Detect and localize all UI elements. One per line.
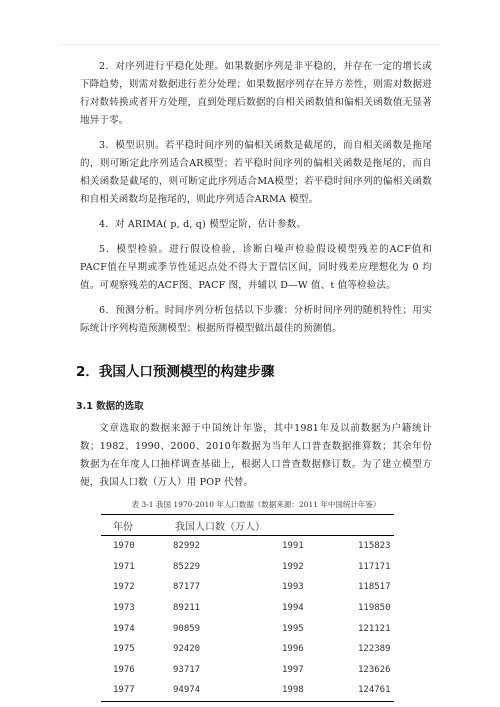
- year-cell: 1995: [282, 623, 304, 634]
- header-population-2: [342, 515, 394, 536]
- year-cell: 1974: [113, 623, 135, 634]
- header-year: 年份: [101, 515, 163, 536]
- table-row: [101, 536, 394, 557]
- year-cell: 1973: [113, 603, 135, 614]
- header-year-2: [268, 515, 342, 536]
- table-header-row: [101, 515, 394, 536]
- step-3-paragraph: 3．模型识别。若平稳时间序列的偏相关函数是截尾的，而自相关函数是拖尾的，则可断定此序列适合AR模型；若平稳时间序列的偏相关函数是拖尾的，而自相关函数是截尾的，则可断定此序列适合MA模型；若平稳时间序列的偏相关函数和自相关函数均是拖尾的，则此序列适合ARMA 模型。: [80, 140, 432, 205]
- table-row: [101, 598, 394, 619]
- step-5-paragraph: 5．模型检验。进行假设检验，诊断白噪声检验假设模型残差的ACF值和PACF值在早期或季节性延迟点处不得大于置信区间，同时残差应理想化为 0 均值。可观察残差的ACF图、PACF 图，并辅以 D—W 值、t 值等检验法。: [80, 244, 432, 291]
- header-rule: [60, 44, 440, 45]
- year-cell: 1996: [282, 644, 304, 655]
- table-row: [101, 680, 394, 701]
- step-6-paragraph: 6．预测分析。时间序列分析包括以下步骤：分析时间序列的随机特性；用实际统计序列构造预测模型；根据所得模型做出最佳的预测值。: [80, 305, 432, 334]
- year-cell: 1994: [282, 603, 304, 614]
- population-cell: 92420: [173, 644, 201, 655]
- step-2-paragraph: 2．对序列进行平稳化处理。如果数据序列是非平稳的，并存在一定的增长或下降趋势，则需对数据进行差分处理；如果数据序列存在异方差性，则需对数据进行对数转换或者开方处理，直到处理后数据的自相关函数值和偏相关函数值无显著地异于零。: [80, 61, 432, 126]
- year-cell: 1997: [282, 664, 304, 675]
- population-cell: 124761: [358, 685, 391, 696]
- year-cell: 1971: [113, 561, 135, 572]
- subsection-heading: 3.1 数据的选取: [76, 401, 144, 412]
- data-source-paragraph: 文章选取的数据来源于中国统计年鉴，其中1981年及以前数据为户籍统计数；1982、1990、2000、2010年数据为当年人口普查数据推算数；其余年份数据为在年度人口抽样调查基础上，根据人口普查数据修订数。为了建立模型方便，我国人口数（万人）用 POP 代替。: [80, 423, 432, 488]
- year-cell: 1991: [282, 541, 304, 552]
- year-cell: 1970: [113, 541, 135, 552]
- population-cell: 85229: [173, 561, 201, 572]
- population-cell: 122389: [358, 644, 391, 655]
- year-cell: 1992: [282, 561, 304, 572]
- page-content: [76, 58, 432, 702]
- section-heading: 2．我国人口预测模型的构建步骤: [76, 364, 275, 380]
- population-cell: 123626: [358, 664, 391, 675]
- population-cell: 121121: [358, 623, 391, 634]
- year-cell: 1977: [113, 685, 135, 696]
- table-row: [101, 660, 394, 681]
- population-cell: 115823: [358, 541, 391, 552]
- population-cell: 117171: [358, 561, 391, 572]
- population-cell: 94974: [173, 685, 201, 696]
- population-cell: 82992: [173, 541, 201, 552]
- table-body: [101, 536, 394, 702]
- table-row: [101, 639, 394, 660]
- year-cell: 1975: [113, 644, 135, 655]
- table-row: [101, 557, 394, 578]
- population-table: [101, 514, 394, 702]
- step-4-paragraph: 4．对 ARIMA( p, d, q) 模型定阶，估计参数。: [99, 219, 307, 230]
- population-cell: 119850: [358, 603, 391, 614]
- population-cell: 87177: [173, 582, 201, 593]
- population-cell: 89211: [173, 603, 201, 614]
- year-cell: 1993: [282, 582, 304, 593]
- header-population: 我国人口数（万人）: [163, 515, 268, 536]
- year-cell: 1972: [113, 582, 135, 593]
- population-cell: 118517: [358, 582, 391, 593]
- year-cell: 1976: [113, 664, 135, 675]
- table-row: [101, 577, 394, 598]
- year-cell: 1998: [282, 685, 304, 696]
- table-caption: 表 3-1 我国 1970-2010 年人口数据（数据来源：2011 年中国统计年鉴）: [131, 500, 381, 509]
- table-row: [101, 618, 394, 639]
- population-cell: 93717: [173, 664, 201, 675]
- population-cell: 90859: [173, 623, 201, 634]
